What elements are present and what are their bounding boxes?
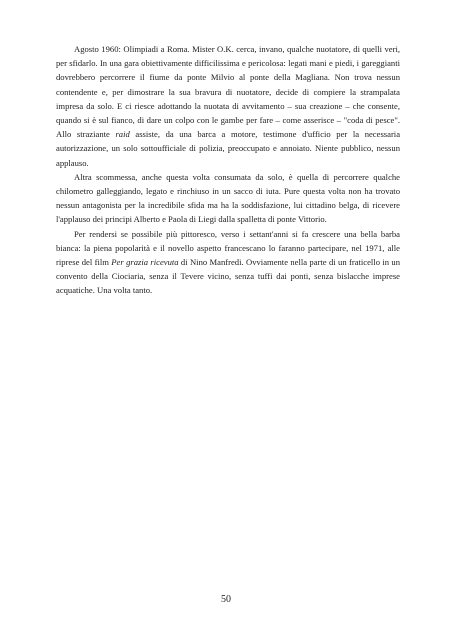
text-span: Altra scommessa, anche questa volta consumata da solo, è quella di percorrere qualche chilometro galleggiando, legato e rinchiuso in un sacco di iuta. Pure questa volta non ha trovato nessun antagonista per la incredibile sfida ma ha la soddisfazione, lui cittadino belga, di ricevere l'applauso dei principi Alberto e Paola di Liegi dalla spalletta di ponte Vittorio. xyxy=(56,171,400,225)
paragraph xyxy=(56,170,400,227)
italic-text-span: Per grazia ricevuta xyxy=(111,257,179,268)
text-span: assiste, da una barca a motore, testimone d'ufficio per la necessaria autorizzazione, un solo sottoufficiale di polizia, preoccupato e annoiato. Niente pubblico, nessun applauso. xyxy=(56,129,401,168)
text-span: Per rendersi se possibile più pittoresco, verso i settant'anni si fa crescere una bella barba bianca: la piena popolarità e il novello aspetto francescano lo faranno partecipare, nel 1971, alle riprese del film xyxy=(56,228,400,268)
page-number: 50 xyxy=(221,594,231,605)
body-text xyxy=(56,42,400,298)
text-span: di Nino Manfredi. Ovviamente nella parte di un fraticello in un convento della Ciociaria, senza il Tevere vicino, senza tuffi dai ponti, senza bislacche imprese acquatiche. Una volta tanto. xyxy=(56,257,400,296)
italic-text-span: raid xyxy=(115,129,130,140)
paragraph xyxy=(56,42,400,170)
paragraph xyxy=(56,227,400,298)
text-span: Agosto 1960: Olimpiadi a Roma. Mister O.K. cerca, invano, qualche nuotatore, di quelli veri, per sfidarlo. In una gara obiettivamente difficilissima e pericolosa: legati mani e piedi, i gareggianti dovrebbero percorrere il fiume da ponte Milvio al ponte della Magliana. Non trova nessun contendente e, per dimostrare la sua bravura di nuotatore, decide di compiere la strampalata impresa da solo. E ci riesce adottando la nuotata di avvitamento – sua creazione – che consente, quando si è sul fianco, di dare un colpo con le gambe per fare – come asserisce – "coda di pesce". Allo straziante xyxy=(56,44,400,140)
